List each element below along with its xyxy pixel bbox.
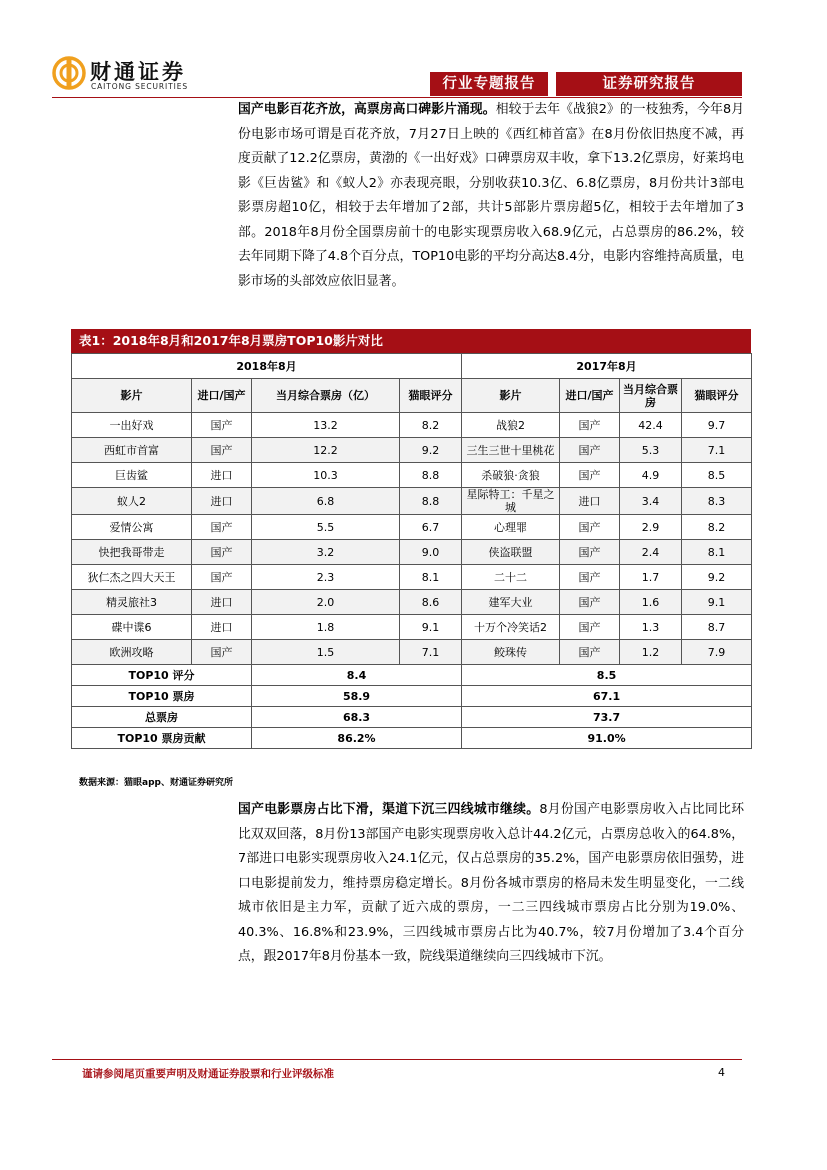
summary-value-2017: 8.5	[462, 665, 752, 686]
cell-2018: 9.0	[400, 540, 462, 565]
col-header: 影片	[72, 379, 192, 413]
summary-label: TOP10 票房	[72, 686, 252, 707]
cell-2017: 国产	[560, 438, 620, 463]
cell-2017: 4.9	[620, 463, 682, 488]
cell-2017: 3.4	[620, 488, 682, 515]
year-header-row	[72, 354, 752, 379]
cell-2018: 8.8	[400, 463, 462, 488]
cell-2017: 侠盗联盟	[462, 540, 560, 565]
cell-2018: 3.2	[252, 540, 400, 565]
footer-disclaimer: 谨请参阅尾页重要声明及财通证券股票和行业评级标准	[82, 1068, 334, 1080]
year-2018-header: 2018年8月	[72, 354, 462, 379]
table-row	[72, 540, 752, 565]
summary-value-2017: 91.0%	[462, 728, 752, 749]
cell-2017: 国产	[560, 463, 620, 488]
cell-2017: 1.2	[620, 640, 682, 665]
col-header: 当月综合票房（亿）	[252, 379, 400, 413]
paragraph-lead: 国产电影百花齐放，高票房高口碑影片涌现。	[238, 102, 496, 117]
summary-label: TOP10 评分	[72, 665, 252, 686]
paragraph-domestic-share	[238, 798, 744, 970]
cell-2018: 国产	[192, 438, 252, 463]
cell-2018: 进口	[192, 590, 252, 615]
paragraph-body: 8月份国产电影票房收入占比同比环比双双回落，8月份13部国产电影实现票房收入总计44.2亿元，占票房总收入的64.8%，7部进口电影实现票房收入24.1亿元，仅占总票房的35.2%，国产电影票房依旧强势，进口电影提前发力，维持票房稳定增长。8月份各城市票房的格局未发生明显变化，一二线城市依旧是主力军，贡献了近六成的票房，一二三四线城市票房占比分别为19.0%、40.3%、16.8%和23.9%，三四线城市票房占比为40.7%，较7月份增加了3.4个百分点，跟2017年8月份基本一致，院线渠道继续向三四线城市下沉。	[238, 802, 744, 964]
cell-2018: 1.8	[252, 615, 400, 640]
logo-icon	[52, 56, 86, 90]
report-category-tag: 证券研究报告	[556, 72, 742, 96]
footer-divider	[52, 1059, 742, 1060]
summary-value-2018: 68.3	[252, 707, 462, 728]
summary-row	[72, 665, 752, 686]
page-number: 4	[718, 1066, 725, 1079]
cell-2017: 三生三世十里桃花	[462, 438, 560, 463]
cell-2018: 欧洲攻略	[72, 640, 192, 665]
box-office-table	[71, 329, 751, 749]
col-header: 进口/国产	[192, 379, 252, 413]
cell-2018: 10.3	[252, 463, 400, 488]
cell-2018: 6.7	[400, 515, 462, 540]
summary-row	[72, 686, 752, 707]
cell-2017: 8.1	[682, 540, 752, 565]
cell-2017: 十万个冷笑话2	[462, 615, 560, 640]
cell-2018: 进口	[192, 488, 252, 515]
col-header: 影片	[462, 379, 560, 413]
cell-2018: 13.2	[252, 413, 400, 438]
cell-2018: 8.8	[400, 488, 462, 515]
cell-2018: 国产	[192, 540, 252, 565]
cell-2017: 1.7	[620, 565, 682, 590]
cell-2017: 心理罪	[462, 515, 560, 540]
cell-2017: 1.3	[620, 615, 682, 640]
cell-2017: 5.3	[620, 438, 682, 463]
cell-2018: 7.1	[400, 640, 462, 665]
cell-2017: 星际特工：千星之城	[462, 488, 560, 515]
summary-value-2018: 86.2%	[252, 728, 462, 749]
cell-2018: 进口	[192, 463, 252, 488]
cell-2017: 国产	[560, 540, 620, 565]
cell-2018: 蚁人2	[72, 488, 192, 515]
paragraph-lead: 国产电影票房占比下滑，渠道下沉三四线城市继续。	[238, 802, 540, 817]
cell-2018: 国产	[192, 515, 252, 540]
column-header-row	[72, 379, 752, 413]
cell-2018: 12.2	[252, 438, 400, 463]
cell-2018: 2.0	[252, 590, 400, 615]
summary-row	[72, 707, 752, 728]
cell-2018: 9.2	[400, 438, 462, 463]
col-header: 进口/国产	[560, 379, 620, 413]
cell-2017: 2.9	[620, 515, 682, 540]
col-header: 猫眼评分	[400, 379, 462, 413]
cell-2018: 国产	[192, 640, 252, 665]
cell-2017: 国产	[560, 515, 620, 540]
table-row	[72, 413, 752, 438]
cell-2017: 7.9	[682, 640, 752, 665]
cell-2017: 国产	[560, 615, 620, 640]
summary-row	[72, 728, 752, 749]
cell-2017: 二十二	[462, 565, 560, 590]
cell-2017: 8.2	[682, 515, 752, 540]
cell-2018: 1.5	[252, 640, 400, 665]
cell-2018: 碟中谍6	[72, 615, 192, 640]
cell-2018: 爱情公寓	[72, 515, 192, 540]
cell-2018: 国产	[192, 413, 252, 438]
cell-2017: 鲛珠传	[462, 640, 560, 665]
cell-2017: 9.2	[682, 565, 752, 590]
cell-2018: 西虹市首富	[72, 438, 192, 463]
paragraph-box-office-overview	[238, 98, 744, 294]
summary-label: TOP10 票房贡献	[72, 728, 252, 749]
cell-2018: 进口	[192, 615, 252, 640]
summary-value-2018: 58.9	[252, 686, 462, 707]
cell-2018: 8.1	[400, 565, 462, 590]
cell-2018: 狄仁杰之四大天王	[72, 565, 192, 590]
cell-2017: 7.1	[682, 438, 752, 463]
cell-2017: 杀破狼·贪狼	[462, 463, 560, 488]
cell-2017: 9.7	[682, 413, 752, 438]
cell-2018: 8.6	[400, 590, 462, 615]
cell-2018: 2.3	[252, 565, 400, 590]
cell-2018: 巨齿鲨	[72, 463, 192, 488]
cell-2017: 国产	[560, 640, 620, 665]
summary-label: 总票房	[72, 707, 252, 728]
cell-2017: 国产	[560, 413, 620, 438]
table-row	[72, 640, 752, 665]
cell-2018: 8.2	[400, 413, 462, 438]
table-row	[72, 615, 752, 640]
cell-2018: 国产	[192, 565, 252, 590]
paragraph-body: 相较于去年《战狼2》的一枝独秀，今年8月份电影市场可谓是百花齐放，7月27日上映的《西红柿首富》在8月份依旧热度不减，再度贡献了12.2亿票房，黄渤的《一出好戏》口碑票房双丰收，拿下13.2亿票房，好莱坞电影《巨齿鲨》和《蚁人2》亦表现亮眼，分别收获10.3亿、6.8亿票房，8月份共计3部电影票房超10亿，相较于去年增加了2部，共计5部影片票房超5亿，相较于去年增加了3部。2018年8月份全国票房前十的电影实现票房收入68.9亿元，占总票房的86.2%，较去年同期下降了4.8个百分点，TOP10电影的平均分高达8.4分，电影内容维持高质量，电影市场的头部效应依旧显著。	[238, 102, 744, 289]
cell-2017: 1.6	[620, 590, 682, 615]
logo-english-name: CAITONG SECURITIES	[91, 82, 189, 91]
logo-chinese-name: 财通证券	[90, 60, 186, 84]
cell-2017: 42.4	[620, 413, 682, 438]
cell-2018: 9.1	[400, 615, 462, 640]
cell-2017: 2.4	[620, 540, 682, 565]
col-header: 当月综合票房	[620, 379, 682, 413]
cell-2017: 8.3	[682, 488, 752, 515]
table-title: 表1：2018年8月和2017年8月票房TOP10影片对比	[71, 329, 751, 353]
cell-2017: 8.7	[682, 615, 752, 640]
summary-value-2018: 8.4	[252, 665, 462, 686]
cell-2017: 进口	[560, 488, 620, 515]
cell-2018: 快把我哥带走	[72, 540, 192, 565]
cell-2017: 建军大业	[462, 590, 560, 615]
cell-2018: 5.5	[252, 515, 400, 540]
report-type-tag: 行业专题报告	[430, 72, 548, 96]
table-row	[72, 488, 752, 515]
cell-2018: 精灵旅社3	[72, 590, 192, 615]
summary-value-2017: 73.7	[462, 707, 752, 728]
cell-2017: 国产	[560, 590, 620, 615]
cell-2017: 战狼2	[462, 413, 560, 438]
data-source: 数据来源：猫眼app、财通证券研究所	[79, 778, 233, 788]
table-row	[72, 515, 752, 540]
table-row	[72, 463, 752, 488]
comparison-table	[71, 353, 752, 749]
year-2017-header: 2017年8月	[462, 354, 752, 379]
cell-2017: 国产	[560, 565, 620, 590]
table-row	[72, 590, 752, 615]
cell-2018: 6.8	[252, 488, 400, 515]
table-row	[72, 438, 752, 463]
table-row	[72, 565, 752, 590]
cell-2017: 8.5	[682, 463, 752, 488]
cell-2017: 9.1	[682, 590, 752, 615]
company-logo	[52, 54, 212, 94]
col-header: 猫眼评分	[682, 379, 752, 413]
summary-value-2017: 67.1	[462, 686, 752, 707]
cell-2018: 一出好戏	[72, 413, 192, 438]
